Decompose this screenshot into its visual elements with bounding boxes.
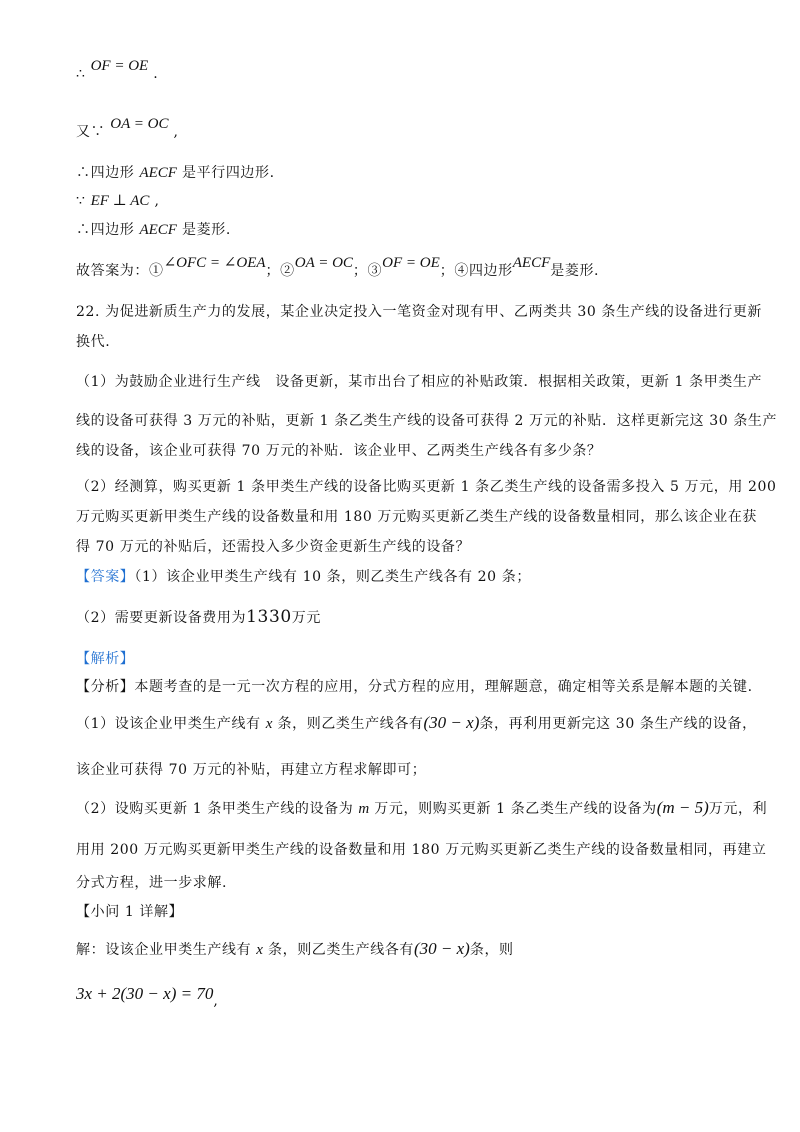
therefore-quad: ∴四边形 xyxy=(76,222,135,238)
q22-part2-line-1: （2）经测算，购买更新 1 条甲类生产线的设备比购买更新 1 条乙类生产线的设备需多投入 5 万元，用 200 xyxy=(76,479,777,495)
q22-part1-line-1: （1）为鼓励企业进行生产线 设备更新，某市出台了相应的补贴政策．根据相关政策，更新 1 条甲类生产 xyxy=(76,374,763,390)
comma: , xyxy=(173,124,179,140)
analysis-step1-line-2: 该企业可获得 70 万元的补贴，再建立方程求解即可； xyxy=(76,762,427,778)
answer-part-1: （1）该企业甲类生产线有 10 条，则乙类生产线各有 20 条； xyxy=(134,569,531,585)
separator-4: ；④四边形 xyxy=(439,263,513,279)
rhombus-text: 是菱形. xyxy=(182,222,231,238)
detail-text-a: 解：设该企业甲类生产线有 xyxy=(76,942,252,958)
proof-line-5 xyxy=(76,220,231,240)
analysis-step2-line-2: 用用 200 万元购买更新甲类生产线的设备数量和用 180 万元购买更新乙类生产线的设备数量相同，再建立 xyxy=(76,842,767,858)
rhombus-text: 是菱形. xyxy=(550,263,600,279)
q22-part2-line-2: 万元购买更新甲类生产线的设备数量和用 180 万元购买更新乙类生产线的设备数量相同，那么该企业在获 xyxy=(76,509,758,525)
quad-aecf: AECF xyxy=(139,222,177,238)
analysis-step2-line-1 xyxy=(76,798,767,819)
answer-line-1 xyxy=(76,567,531,587)
period: . xyxy=(153,66,159,82)
variable-x: x xyxy=(265,716,273,732)
separator-2: ；② xyxy=(265,263,295,279)
step1-text-a: （1）设该企业甲类生产线有 xyxy=(76,716,261,732)
analysis-summary: 【分析】本题考查的是一元一次方程的应用，分式方程的应用，理解题意，确定相等关系是解本题的关键. xyxy=(76,679,753,695)
because-symbol: ∵ xyxy=(76,193,86,209)
analysis-step2-line-3: 分式方程，进一步求解. xyxy=(76,875,228,891)
answer-cost-unit: 万元 xyxy=(291,610,321,626)
comma: , xyxy=(154,193,160,209)
step2-text-a: （2）设购买更新 1 条甲类生产线的设备为 xyxy=(76,801,354,817)
analysis-tag-line xyxy=(76,649,134,669)
answer-tag: 【答案】 xyxy=(76,569,135,585)
step1-text-c: 条，再利用更新完这 30 条生产线的设备， xyxy=(479,716,757,732)
variable-m: m xyxy=(358,801,370,817)
proof-line-3 xyxy=(76,163,275,183)
q22-part1-line-3: 线的设备，该企业可获得 70 万元的补贴．该企业甲、乙两类生产线各有多少条？ xyxy=(76,443,602,459)
expression-30-minus-x: (30 − x) xyxy=(414,939,470,958)
equation-3x-plus-2: 3x + 2(30 − x) = 70 xyxy=(76,984,214,1003)
separator-3: ；③ xyxy=(352,263,383,279)
comma: , xyxy=(213,993,219,1009)
step2-text-b: 万元，则购买更新 1 条乙类生产线的设备为 xyxy=(374,801,657,817)
therefore-quad: ∴四边形 xyxy=(76,165,135,181)
q22-stem-line-1: 22. 为促进新质生产力的发展，某企业决定投入一笔资金对现有甲、乙两类共 30 条生产线的设备进行更新 xyxy=(76,304,763,320)
detail-text-b: 条，则乙类生产线各有 xyxy=(268,942,414,958)
q22-part2-line-3: 得 70 万元的补贴后，还需投入多少资金更新生产线的设备？ xyxy=(76,539,471,555)
answer-prefix: 故答案为：① xyxy=(76,263,164,279)
answer-cost-value: 1330 xyxy=(246,607,292,627)
answer-line-2 xyxy=(76,607,321,628)
proof-line-4 xyxy=(76,191,160,211)
proof-line-1 xyxy=(76,58,159,84)
perpendicular-ef-ac: EF ⊥ AC xyxy=(90,193,150,209)
expression-30-minus-x: (30 − x) xyxy=(423,713,480,732)
therefore-symbol: ∴ xyxy=(76,66,86,82)
quad-aecf: AECF xyxy=(512,255,551,271)
fill-in-answer-line xyxy=(76,255,600,281)
angle-equation: ∠OFC = ∠OEA xyxy=(163,255,266,271)
analysis-tag: 【解析】 xyxy=(76,651,135,667)
equation-oa-oc: OA = OC xyxy=(294,255,353,271)
quad-aecf: AECF xyxy=(139,165,177,181)
parallelogram-text: 是平行四边形. xyxy=(182,165,275,181)
q22-stem-line-2: 换代. xyxy=(76,334,111,350)
equation-of-oe: OF = OE xyxy=(382,255,440,271)
answer-part-2-prefix: （2）需要更新设备费用为 xyxy=(76,610,247,626)
q22-part1-line-2: 线的设备可获得 3 万元的补贴，更新 1 条乙类生产线的设备可获得 2 万元的补贴．这样更新完这 30 条生产 xyxy=(76,413,778,429)
step1-text-b: 条，则乙类生产线各有 xyxy=(277,716,424,732)
detail-title: 【小问 1 详解】 xyxy=(76,904,184,920)
also-because: 又∵ xyxy=(76,124,106,140)
step2-text-c: 万元，利 xyxy=(708,801,768,817)
detail-equation-line xyxy=(76,984,219,1009)
detail-text-c: 条，则 xyxy=(469,942,514,958)
proof-line-2 xyxy=(76,116,179,142)
equation-of-oe: OF = OE xyxy=(90,58,149,74)
variable-x: x xyxy=(256,942,263,958)
equation-oa-oc: OA = OC xyxy=(110,116,169,132)
detail-line-1 xyxy=(76,939,514,960)
expression-m-minus-5: (m − 5) xyxy=(656,798,709,817)
analysis-step1-line-1 xyxy=(76,713,757,734)
